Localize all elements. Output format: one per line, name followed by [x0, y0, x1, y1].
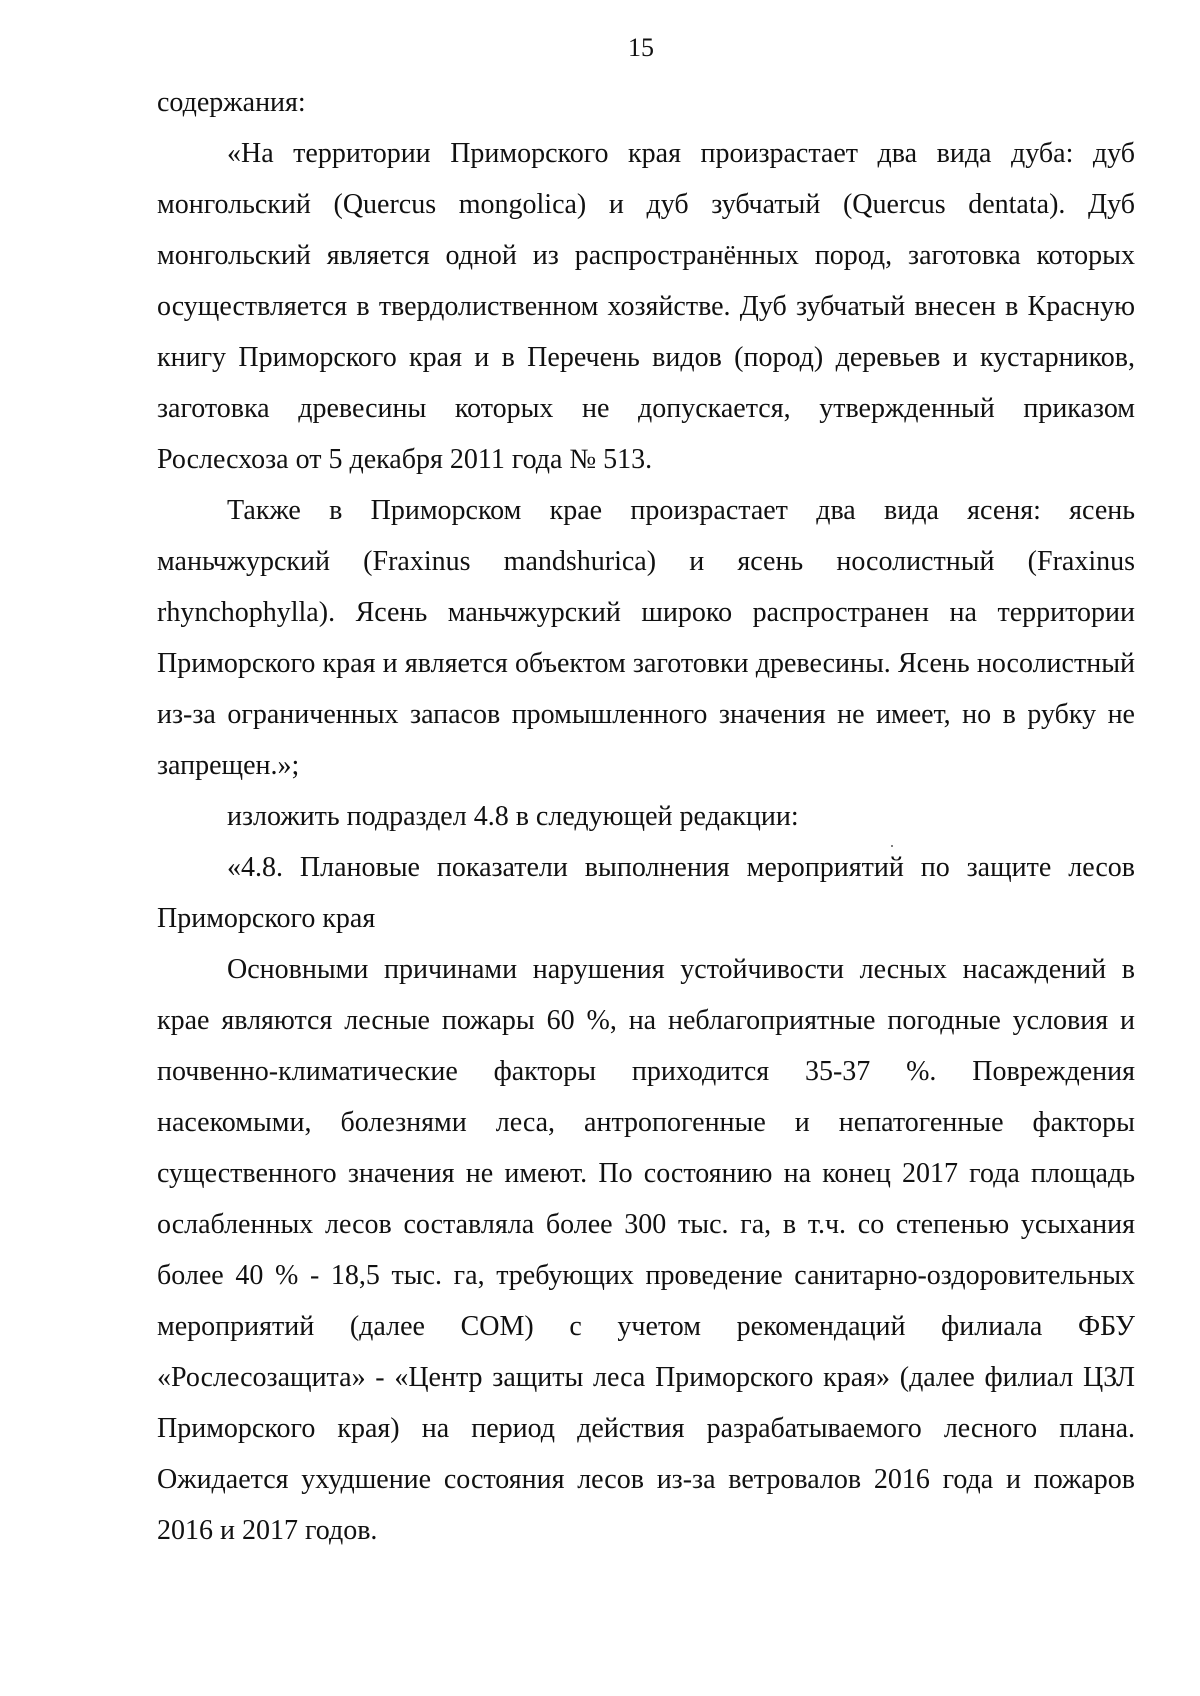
- paragraph-edit-instruction: изложить подраздел 4.8 в следующей редакции:: [227, 801, 799, 832]
- paragraph-forest-damage: Основными причинами нарушения устойчивости лесных насаждений в крае являются лесные пожары 60 %, на неблагоприятные погодные условия и почвенно-климатические факторы приходится 35-37 %. Повреждения насекомыми, болезнями леса, антропогенные и непатогенные факторы существенного значения не имеют. По состоянию на конец 2017 года площадь ослабленных лесов составляла более 300 тыс. га, в т.ч. со степенью усыхания более 40 % - 18,5 тыс. га, требующих проведение санитарно-оздоровительных мероприятий (далее СОМ) с учетом рекомендаций филиала ФБУ «Рослесозащита» - «Центр защиты леса Приморского края» (далее филиал ЦЗЛ Приморского края) на период действия разрабатываемого лесного плана. Ожидается ухудшение состояния лесов из-за ветровалов 2016 года и пожаров 2016 и 2017 годов.: [157, 954, 1135, 1546]
- paragraph-oak-species: «На территории Приморского края произрастает два вида дуба: дуб монгольский (Quercus mongolica) и дуб зубчатый (Quercus dentata). Дуб монгольский является одной из распространённых пород, заготовка которых осуществляется в твердолиственном хозяйстве. Дуб зубчатый внесен в Красную книгу Приморского края и в Перечень видов (пород) деревьев и кустарников, заготовка древесины которых не допускается, утвержденный приказом Рослесхоза от 5 декабря 2011 года № 513.: [157, 138, 1135, 475]
- document-body: [157, 77, 1135, 1556]
- paragraph-intro: содержания:: [157, 87, 306, 118]
- section-heading-4-8: «4.8. Плановые показатели выполнения мероприятий по защите лесов Приморского края: [157, 852, 1135, 934]
- paragraph-ash-species: Также в Приморском крае произрастает два вида ясеня: ясень маньчжурский (Fraxinus mandshurica) и ясень носолистный (Fraxinus rhynchophylla). Ясень маньчжурский широко распространен на территории Приморского края и является объектом заготовки древесины. Ясень носолистный из-за ограниченных запасов промышленного значения не имеет, но в рубку не запрещен.»;: [157, 495, 1135, 781]
- page-number: 15: [628, 33, 654, 62]
- scan-speck: [891, 845, 893, 847]
